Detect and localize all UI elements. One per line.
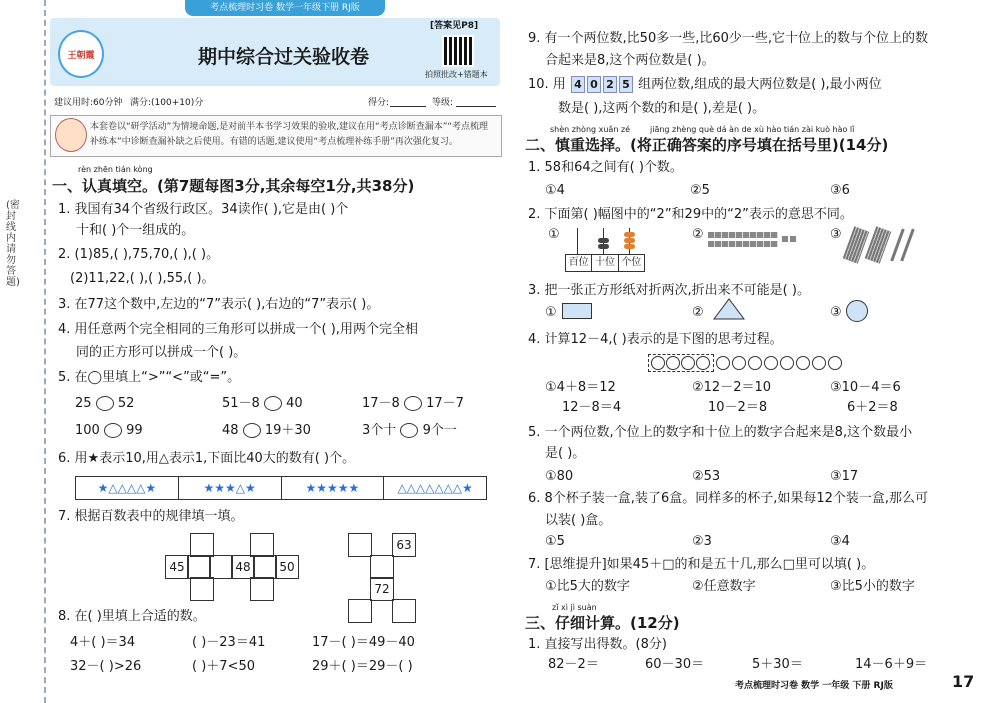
s1-q2b: (2)11,22,( ),( ),55,( )。 [70,271,215,286]
answer-ref: [答案见P8] [430,21,479,31]
q5-compare-6: 3个十 9个一 [362,423,457,438]
q5-compare-3: 17－8 17－7 [362,396,464,411]
s2-q4-opt2: ②12－2＝10 [692,380,772,395]
s2-q4: 4. 计算12－4,( )表示的是下图的思考过程。 [528,332,783,347]
abacus-hundreds: 百位 [566,255,592,271]
q8-r1-b: ( )－23＝41 [192,635,266,650]
s3-q1: 1. 直接写出得数。(8分) [528,637,667,652]
star-cell-4: △△△△△△△★ [397,481,473,495]
s2-q4-opt1b: 12－8＝4 [562,400,622,415]
intro-note: 本套卷以“研学活动”为情境命题,是对前半本书学习效果的验收,建议在用“考点诊断查漏本”“考点梳理补练本”中诊断查漏补缺之后使用。有错的话题,建议使用“考点梳理补练手册”再次强化复习。 [90,122,489,147]
stick-bundles-figure [848,224,928,266]
binding-margin [0,0,46,703]
star-cell-3: ★★★★★ [282,477,385,499]
q9a: 9. 有一个两位数,比50多一些,比60少一些,它十位上的数与个位上的数 [528,31,929,46]
s2-q5-opt3: ③17 [830,469,859,484]
s2-q6-opt1: ①5 [545,534,565,549]
grade-label: 等级: [432,98,454,108]
s2-q4-opt2b: 10－2＝8 [708,400,768,415]
footer: 考点梳理时习卷 数学 一年级 下册 RJ版 [735,681,893,691]
s2-q3-mark-2: ② [692,305,704,320]
s1-q7: 7. 根据百数表中的规律填一填。 [58,509,244,524]
s2-q1-opt2: ②5 [690,183,710,198]
teacher-avatar [55,118,87,152]
q10a: 10. 用 4 0 2 5 组两位数,组成的最大两位数是( ),最小两位 [528,77,882,92]
s2-q3: 3. 把一张正方形纸对折两次,折出来不可能是( )。 [528,283,810,298]
circle-shape [846,300,868,322]
s1-q6: 6. 用★表示10,用△表示1,下面比40大的数有( )个。 [58,451,356,466]
s2-q7-opt3: ③比5小的数字 [830,579,915,594]
q8-r2-b: ( )＋7<50 [192,659,255,674]
s3-calc-2: 60－30＝ [645,657,705,672]
qr-code[interactable] [442,35,474,67]
star-cell-2: ★★★△★ [179,477,282,499]
s3-pinyin: zǐ xì jì suàn [552,603,597,612]
star-triangle-table [75,476,487,500]
s2-q4-opt1: ①4＋8＝12 [545,380,616,395]
grade-line [456,106,496,107]
q8-r2-a: 32－( )>26 [70,659,142,674]
circles-figure [648,354,848,372]
score-label: 得分: [368,98,390,108]
s1-q4a: 4. 用任意两个完全相同的三角形可以拼成一个( ),用两个完全相 [58,322,418,337]
suggested-time: 建议用时:60分钟 [54,98,123,108]
s3-calc-1: 82－2＝ [548,657,599,672]
logo-text: 王朝霞 [67,51,95,61]
star-cell-1: ★△△△△★ [76,477,179,499]
full-score: 满分:(100+10)分 [130,98,204,108]
blocks-figure [708,232,796,258]
s2-q5-opt1: ①80 [545,469,574,484]
s2-pinyin-2: jiāng zhèng què dá àn de xù hào tián zài kuò hào lǐ [650,125,855,134]
cell-45: 45 [165,555,189,579]
brand-logo [58,30,104,78]
q8-r1-a: 4＋( )＝34 [70,635,136,650]
s2-q2-mark-3: ③ [830,227,842,242]
score-line [390,106,426,107]
abacus-tens: 十位 [592,255,618,271]
rectangle-shape [562,303,592,319]
q5-compare-4: 100 99 [75,423,143,438]
page-title: 期中综合过关验收卷 [198,46,370,68]
s1-q2a: 2. (1)85,( ),75,70,( ),( )。 [58,247,220,262]
s3-title: 三、仔细计算。(12分) [525,614,680,632]
s1-q5: 5. 在◯里填上“>”“<”或“=”。 [58,370,241,385]
q5-compare-5: 48 19＋30 [222,423,311,438]
abacus-figure [565,228,643,272]
cell-50: 50 [275,555,299,579]
s2-title: 二、慎重选择。(将正确答案的序号填在括号里)(14分) [525,136,889,154]
s1-q1a: 1. 我国有34个省级行政区。34读作( ),它是由( )个 [58,202,349,217]
s1-q1b: 十和( )个一组成的。 [76,223,195,238]
s2-q3-mark-3: ③ [830,305,842,320]
cell-63: 63 [392,533,416,557]
top-banner: 考点梳理时习卷 数学一年级下册 RJ版 [185,0,385,16]
s1-q4b: 同的正方形可以拼成一个( )。 [76,345,247,360]
s1-pinyin: rèn zhēn tián kòng [78,165,153,174]
q9b: 合起来是8,这个两位数是( )。 [545,53,715,68]
s2-pinyin: shèn zhòng xuǎn zé [550,125,631,134]
s2-q2: 2. 下面第( )幅图中的“2”和29中的“2”表示的意思不同。 [528,207,853,222]
s1-q3: 3. 在77这个数中,左边的“7”表示( ),右边的“7”表示( )。 [58,297,380,312]
s2-q7-opt2: ②任意数字 [692,579,756,594]
s2-q4-opt3: ③10－4＝6 [830,380,901,395]
abacus-ones: 个位 [621,257,642,268]
q8-r1-c: 17－( )＝49－40 [312,635,415,650]
s2-q1-opt3: ③6 [830,183,850,198]
qr-caption: 拍照批改+错题本 [425,70,488,79]
s2-q1-opt1: ①4 [545,183,565,198]
s2-q6b: 以装( )盒。 [545,513,612,528]
s2-q2-mark-1: ① [548,227,560,242]
q10b: 数是( ),这两个数的和是( ),差是( )。 [558,101,766,116]
triangle-shape [712,297,746,321]
s2-q3-mark-1: ① [545,305,557,320]
q5-compare-1: 25 52 [75,396,135,411]
s2-q2-mark-2: ② [692,227,704,242]
page-number: 17 [952,672,975,691]
s2-q6a: 6. 8个杯子装一盒,装了6盒。同样多的杯子,如果每12个装一盒,那么可 [528,491,929,506]
q5-compare-2: 51－8 40 [222,396,303,411]
cell-48: 48 [231,555,255,579]
s3-calc-4: 14－6＋9＝ [855,657,928,672]
seal-line-note: (密封线内请勿答题) [6,200,20,288]
s2-q5a: 5. 一个两位数,个位上的数字和十位上的数字合起来是8,这个数最小 [528,425,913,440]
s3-calc-3: 5＋30＝ [752,657,803,672]
s2-q4-opt3b: 6＋2＝8 [847,400,898,415]
s2-q7-opt1: ①比5大的数字 [545,579,630,594]
s2-q1: 1. 58和64之间有( )个数。 [528,160,683,175]
cell-72: 72 [370,577,394,601]
s2-q6-opt2: ②3 [692,534,712,549]
s1-title: 一、认真填空。(第7题每图3分,其余每空1分,共38分) [52,177,415,195]
s1-q8: 8. 在( )里填上合适的数。 [58,609,206,624]
s2-q7: 7. [思维提升]如果45＋□的和是五十几,那么□里可以填( )。 [528,557,875,572]
s2-q6-opt3: ③4 [830,534,850,549]
q8-r2-c: 29＋( )＝29－( ) [312,659,413,674]
s2-q5b: 是( )。 [545,446,586,461]
s2-q5-opt2: ②53 [692,469,721,484]
